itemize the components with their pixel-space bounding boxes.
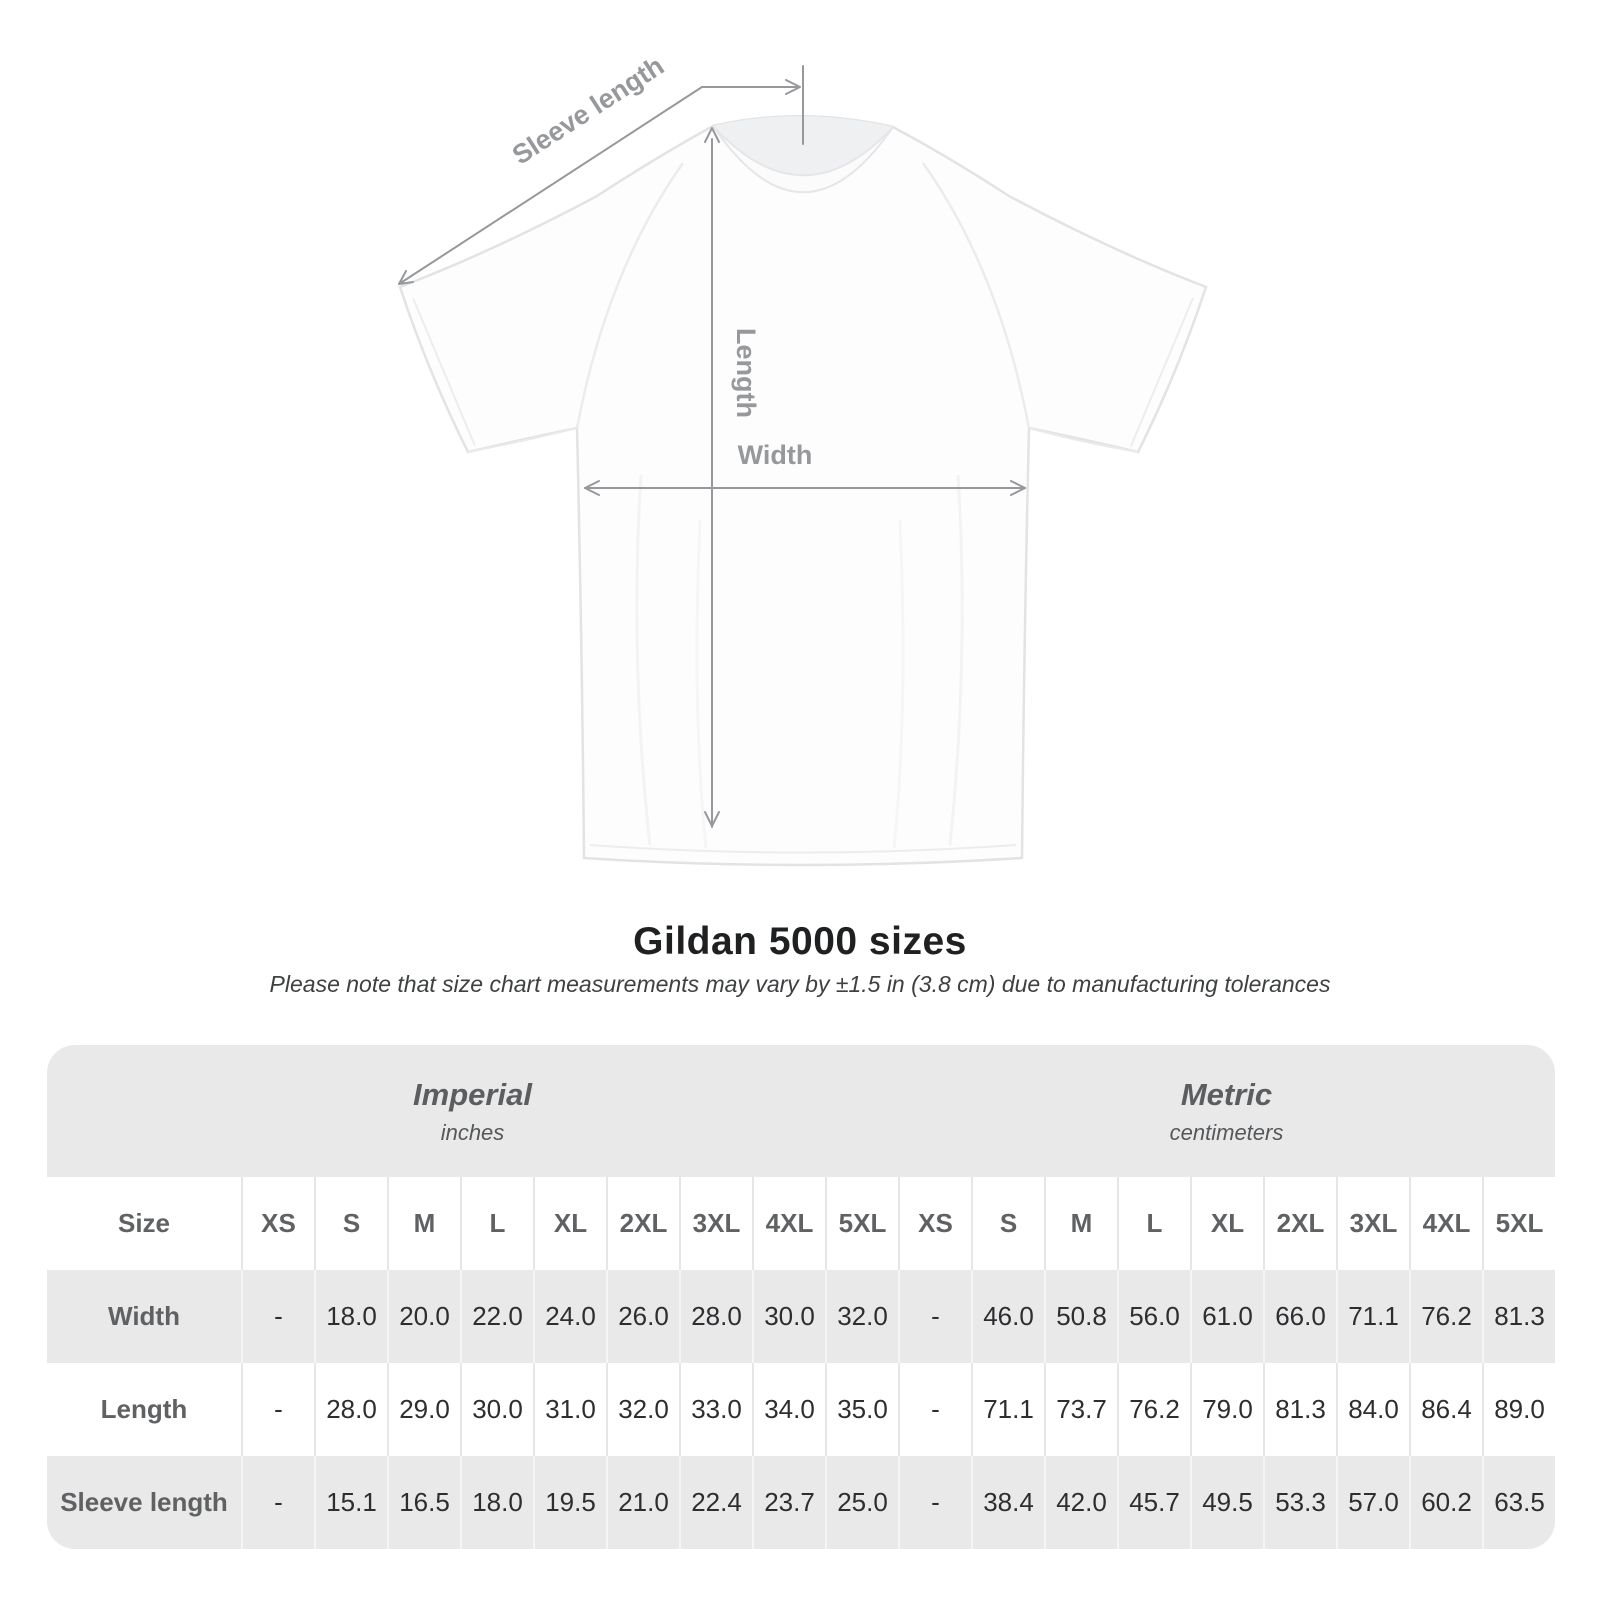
- value-metric: -: [898, 1363, 971, 1456]
- value-imperial: 28.0: [679, 1270, 752, 1363]
- value-metric: 49.5: [1190, 1456, 1263, 1549]
- size-header-imperial-4xl: 4XL: [752, 1177, 825, 1270]
- table-row-length: [47, 1363, 1555, 1456]
- value-imperial: 16.5: [387, 1456, 460, 1549]
- value-imperial: 31.0: [533, 1363, 606, 1456]
- value-metric: -: [898, 1456, 971, 1549]
- sleeve-length-label: Sleeve length: [506, 50, 670, 171]
- tolerance-note: Please note that size chart measurements may vary by ±1.5 in (3.8 cm) due to manufacturing tolerances: [269, 971, 1331, 997]
- size-header-imperial-l: L: [460, 1177, 533, 1270]
- value-imperial: 30.0: [460, 1363, 533, 1456]
- value-metric: 86.4: [1409, 1363, 1482, 1456]
- value-metric: 81.3: [1263, 1363, 1336, 1456]
- value-imperial: 23.7: [752, 1456, 825, 1549]
- size-table-card: [47, 1045, 1555, 1549]
- value-imperial: 25.0: [825, 1456, 898, 1549]
- value-metric: 56.0: [1117, 1270, 1190, 1363]
- row-label: Length: [100, 1394, 188, 1424]
- size-header-metric-xs: XS: [898, 1177, 971, 1270]
- table-row-sleeve-length: [47, 1456, 1555, 1549]
- value-metric: 57.0: [1336, 1456, 1409, 1549]
- value-imperial: 26.0: [606, 1270, 679, 1363]
- value-imperial: 33.0: [679, 1363, 752, 1456]
- value-metric: 46.0: [971, 1270, 1044, 1363]
- row-label: Width: [108, 1301, 180, 1331]
- metric-label: Metric: [1180, 1076, 1273, 1112]
- width-label: Width: [737, 440, 813, 470]
- value-metric: 84.0: [1336, 1363, 1409, 1456]
- value-imperial: 19.5: [533, 1456, 606, 1549]
- value-imperial: -: [241, 1270, 314, 1363]
- value-metric: 73.7: [1044, 1363, 1117, 1456]
- value-imperial: 29.0: [387, 1363, 460, 1456]
- value-metric: 71.1: [1336, 1270, 1409, 1363]
- size-header-imperial-xs: XS: [241, 1177, 314, 1270]
- value-imperial: 18.0: [460, 1456, 533, 1549]
- value-metric: 71.1: [971, 1363, 1044, 1456]
- imperial-label: Imperial: [413, 1076, 532, 1112]
- size-header-imperial-5xl: 5XL: [825, 1177, 898, 1270]
- value-metric: 61.0: [1190, 1270, 1263, 1363]
- value-imperial: 20.0: [387, 1270, 460, 1363]
- metric-group-header: [898, 1045, 1555, 1177]
- value-metric: 53.3: [1263, 1456, 1336, 1549]
- size-header-imperial-xl: XL: [533, 1177, 606, 1270]
- value-imperial: 18.0: [314, 1270, 387, 1363]
- value-imperial: 15.1: [314, 1456, 387, 1549]
- size-header-metric-s: S: [971, 1177, 1044, 1270]
- size-column-header: Size: [117, 1208, 171, 1238]
- size-header-metric-m: M: [1044, 1177, 1117, 1270]
- metric-units: centimeters: [1169, 1119, 1284, 1145]
- value-imperial: 22.0: [460, 1270, 533, 1363]
- value-metric: 66.0: [1263, 1270, 1336, 1363]
- size-header-metric-3xl: 3XL: [1336, 1177, 1409, 1270]
- value-imperial: 32.0: [606, 1363, 679, 1456]
- size-header-metric-l: L: [1117, 1177, 1190, 1270]
- value-metric: 89.0: [1482, 1363, 1555, 1456]
- value-metric: 42.0: [1044, 1456, 1117, 1549]
- tshirt-outline: [400, 116, 1206, 865]
- size-header-imperial-2xl: 2XL: [606, 1177, 679, 1270]
- page-title: Gildan 5000 sizes: [633, 920, 967, 963]
- size-header-metric-5xl: 5XL: [1482, 1177, 1555, 1270]
- value-imperial: 30.0: [752, 1270, 825, 1363]
- size-header-imperial-s: S: [314, 1177, 387, 1270]
- value-imperial: 24.0: [533, 1270, 606, 1363]
- value-imperial: -: [241, 1456, 314, 1549]
- arrowhead-icon: [399, 271, 413, 284]
- value-metric: 45.7: [1117, 1456, 1190, 1549]
- value-imperial: -: [241, 1363, 314, 1456]
- value-imperial: 35.0: [825, 1363, 898, 1456]
- size-header-metric-4xl: 4XL: [1409, 1177, 1482, 1270]
- value-metric: 63.5: [1482, 1456, 1555, 1549]
- value-imperial: 32.0: [825, 1270, 898, 1363]
- value-imperial: 34.0: [752, 1363, 825, 1456]
- imperial-units: inches: [440, 1119, 505, 1145]
- value-metric: 76.2: [1117, 1363, 1190, 1456]
- value-metric: 81.3: [1482, 1270, 1555, 1363]
- size-header-row: [47, 1177, 1555, 1270]
- value-metric: 50.8: [1044, 1270, 1117, 1363]
- value-metric: 79.0: [1190, 1363, 1263, 1456]
- value-metric: 60.2: [1409, 1456, 1482, 1549]
- value-imperial: 22.4: [679, 1456, 752, 1549]
- size-header-metric-xl: XL: [1190, 1177, 1263, 1270]
- value-imperial: 28.0: [314, 1363, 387, 1456]
- value-metric: 76.2: [1409, 1270, 1482, 1363]
- table-rows: [47, 1270, 1555, 1549]
- size-header-imperial-m: M: [387, 1177, 460, 1270]
- unit-header-band: [47, 1045, 1555, 1177]
- value-imperial: 21.0: [606, 1456, 679, 1549]
- size-header-metric-2xl: 2XL: [1263, 1177, 1336, 1270]
- length-label: Length: [731, 328, 761, 418]
- size-header-imperial-3xl: 3XL: [679, 1177, 752, 1270]
- table-row-width: [47, 1270, 1555, 1363]
- imperial-group-header: [47, 1045, 898, 1177]
- value-metric: -: [898, 1270, 971, 1363]
- value-metric: 38.4: [971, 1456, 1044, 1549]
- row-label: Sleeve length: [60, 1487, 228, 1517]
